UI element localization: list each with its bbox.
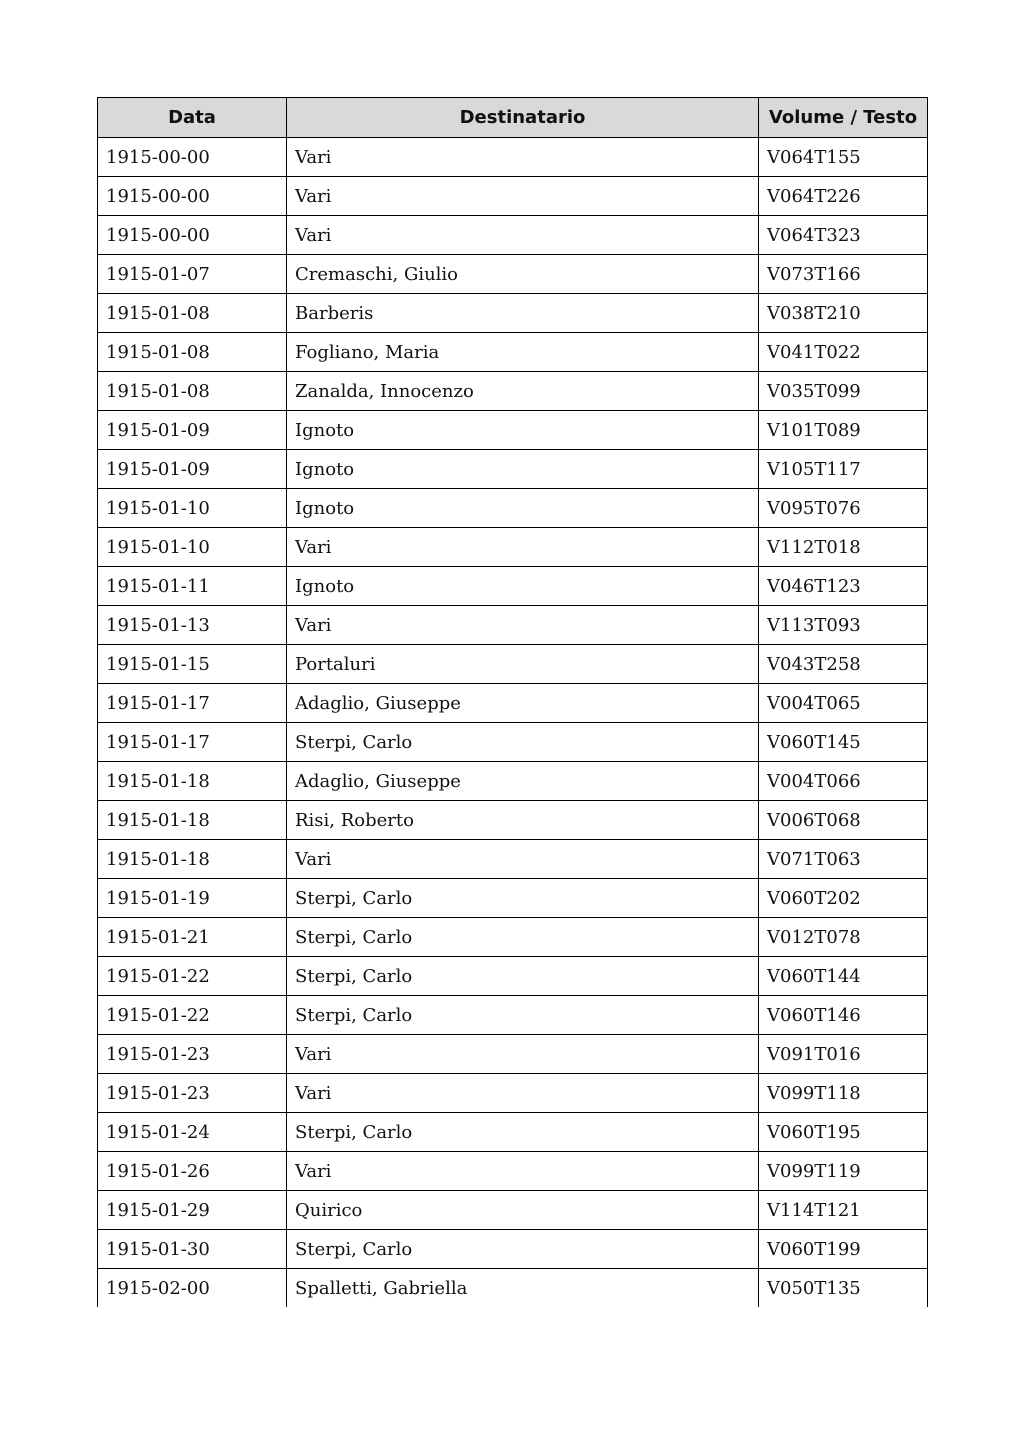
cell-recipient: Sterpi, Carlo [287,918,759,957]
cell-volume: V095T076 [759,489,928,528]
cell-volume: V060T195 [759,1113,928,1152]
cell-volume: V012T078 [759,918,928,957]
cell-date: 1915-01-17 [98,723,287,762]
cell-volume: V101T089 [759,411,928,450]
cell-date: 1915-00-00 [98,216,287,255]
cell-recipient: Spalletti, Gabriella [287,1269,759,1308]
table-row [98,372,928,411]
cell-volume: V064T155 [759,138,928,177]
cell-date: 1915-02-00 [98,1269,287,1308]
cell-volume: V105T117 [759,450,928,489]
cell-date: 1915-01-15 [98,645,287,684]
cell-recipient: Vari [287,528,759,567]
cell-volume: V112T018 [759,528,928,567]
table-row [98,762,928,801]
cell-volume: V060T145 [759,723,928,762]
table-row [98,1230,928,1269]
table-row [98,138,928,177]
cell-recipient: Barberis [287,294,759,333]
cell-volume: V060T202 [759,879,928,918]
cell-volume: V038T210 [759,294,928,333]
cell-date: 1915-01-19 [98,879,287,918]
cell-recipient: Sterpi, Carlo [287,723,759,762]
cell-date: 1915-01-13 [98,606,287,645]
cell-date: 1915-01-09 [98,411,287,450]
cell-volume: V064T323 [759,216,928,255]
table-row [98,294,928,333]
cell-volume: V113T093 [759,606,928,645]
table-body [98,138,928,1308]
letters-table [97,97,928,1307]
cell-recipient: Adaglio, Giuseppe [287,684,759,723]
table-row [98,177,928,216]
cell-date: 1915-01-18 [98,762,287,801]
cell-recipient: Ignoto [287,411,759,450]
cell-recipient: Zanalda, Innocenzo [287,372,759,411]
cell-date: 1915-01-24 [98,1113,287,1152]
cell-volume: V073T166 [759,255,928,294]
cell-recipient: Adaglio, Giuseppe [287,762,759,801]
cell-date: 1915-01-22 [98,957,287,996]
cell-recipient: Sterpi, Carlo [287,1230,759,1269]
cell-recipient: Sterpi, Carlo [287,879,759,918]
cell-recipient: Sterpi, Carlo [287,996,759,1035]
cell-recipient: Cremaschi, Giulio [287,255,759,294]
cell-volume: V114T121 [759,1191,928,1230]
cell-volume: V050T135 [759,1269,928,1308]
table-row [98,840,928,879]
cell-recipient: Quirico [287,1191,759,1230]
cell-volume: V099T118 [759,1074,928,1113]
cell-date: 1915-01-23 [98,1074,287,1113]
table-row [98,606,928,645]
cell-date: 1915-01-08 [98,333,287,372]
cell-recipient: Ignoto [287,567,759,606]
table-row [98,1113,928,1152]
cell-date: 1915-01-18 [98,801,287,840]
table-row [98,684,928,723]
cell-recipient: Risi, Roberto [287,801,759,840]
cell-date: 1915-01-08 [98,372,287,411]
table-row [98,879,928,918]
table-row [98,723,928,762]
cell-date: 1915-01-10 [98,528,287,567]
cell-date: 1915-01-29 [98,1191,287,1230]
cell-date: 1915-01-23 [98,1035,287,1074]
cell-volume: V091T016 [759,1035,928,1074]
table-row [98,645,928,684]
cell-recipient: Vari [287,216,759,255]
cell-volume: V071T063 [759,840,928,879]
cell-recipient: Vari [287,138,759,177]
column-header-date: Data [98,98,287,138]
table-row [98,216,928,255]
cell-date: 1915-01-08 [98,294,287,333]
cell-recipient: Ignoto [287,450,759,489]
cell-recipient: Vari [287,606,759,645]
table-row [98,1191,928,1230]
cell-date: 1915-01-30 [98,1230,287,1269]
cell-date: 1915-01-11 [98,567,287,606]
table-row [98,1035,928,1074]
table-row [98,528,928,567]
cell-recipient: Sterpi, Carlo [287,957,759,996]
table-row [98,957,928,996]
table-row [98,255,928,294]
cell-volume: V060T199 [759,1230,928,1269]
cell-recipient: Vari [287,840,759,879]
cell-volume: V099T119 [759,1152,928,1191]
cell-date: 1915-01-18 [98,840,287,879]
cell-volume: V043T258 [759,645,928,684]
table-row [98,489,928,528]
cell-volume: V035T099 [759,372,928,411]
cell-volume: V004T065 [759,684,928,723]
table-row [98,1269,928,1308]
table-row [98,996,928,1035]
table-row [98,1152,928,1191]
cell-volume: V060T146 [759,996,928,1035]
cell-recipient: Vari [287,1035,759,1074]
table-row [98,333,928,372]
table-row [98,450,928,489]
cell-volume: V006T068 [759,801,928,840]
cell-volume: V041T022 [759,333,928,372]
table-row [98,1074,928,1113]
table-row [98,918,928,957]
cell-date: 1915-01-22 [98,996,287,1035]
cell-recipient: Vari [287,177,759,216]
cell-date: 1915-00-00 [98,138,287,177]
cell-recipient: Vari [287,1152,759,1191]
table-row [98,567,928,606]
cell-volume: V046T123 [759,567,928,606]
cell-date: 1915-01-26 [98,1152,287,1191]
table-row [98,411,928,450]
cell-recipient: Ignoto [287,489,759,528]
header-row [98,98,928,138]
cell-date: 1915-01-10 [98,489,287,528]
cell-recipient: Portaluri [287,645,759,684]
cell-recipient: Vari [287,1074,759,1113]
cell-recipient: Fogliano, Maria [287,333,759,372]
cell-date: 1915-01-17 [98,684,287,723]
table-header [98,98,928,138]
cell-recipient: Sterpi, Carlo [287,1113,759,1152]
cell-date: 1915-00-00 [98,177,287,216]
cell-volume: V004T066 [759,762,928,801]
cell-volume: V060T144 [759,957,928,996]
column-header-volume: Volume / Testo [759,98,928,138]
cell-date: 1915-01-09 [98,450,287,489]
cell-date: 1915-01-21 [98,918,287,957]
table-row [98,801,928,840]
cell-volume: V064T226 [759,177,928,216]
cell-date: 1915-01-07 [98,255,287,294]
column-header-recipient: Destinatario [287,98,759,138]
